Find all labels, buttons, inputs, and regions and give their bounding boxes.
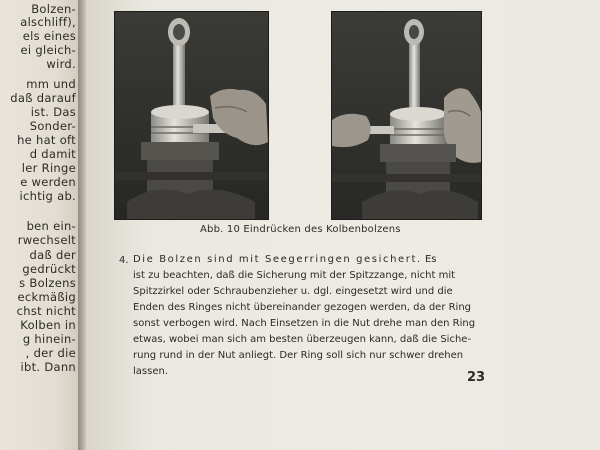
left-text-line: ei gleich- <box>20 43 76 57</box>
paragraph-number: 4. <box>119 255 129 266</box>
paragraph-heading: Die Bolzen sind mit Seegerringen gesichert. <box>133 254 422 265</box>
left-text-line: Sonder- <box>29 119 76 133</box>
left-text-line: eckmäßig <box>17 290 76 304</box>
left-text-line: he hat oft <box>17 133 76 147</box>
paragraph-line: sonst verbogen wird. Nach Einsetzen in die Nut drehe man den Ring <box>133 318 476 329</box>
left-text-line: , der die <box>25 346 76 360</box>
left-text-line: daß der <box>29 248 76 262</box>
left-text-line: daß darauf <box>10 91 76 105</box>
left-text-line: d damit <box>29 147 76 161</box>
left-text-line: Kolben in <box>20 318 76 332</box>
photo-piston-inserting <box>331 11 482 220</box>
paragraph-line: etwas, wobei man sich am besten überzeugen kann, daß die Siche- <box>133 334 472 345</box>
left-text-line: ibt. Dann <box>20 360 76 374</box>
left-text-line: e werden <box>20 175 76 189</box>
left-text-line: ichtig ab. <box>19 189 76 203</box>
left-text-line: s Bolzens <box>19 276 76 290</box>
left-text-line: g hinein- <box>22 332 76 346</box>
photo-piston-pressing <box>114 11 269 220</box>
left-text-line: chst nicht <box>16 304 76 318</box>
paragraph-line: rung rund in der Nut anliegt. Der Ring soll sich nur schwer drehen <box>133 350 464 361</box>
right-page <box>86 0 600 450</box>
page-number: 23 <box>467 370 486 385</box>
paragraph-line: Spitzzirkel oder Schraubenzieher u. dgl. eingesetzt wird und die <box>133 286 453 297</box>
left-text-line: ist. Das <box>30 105 76 119</box>
left-text-line: alschliff), <box>20 15 76 29</box>
left-text-line: rwechselt <box>17 233 76 247</box>
left-text-line: wird. <box>46 57 76 71</box>
left-text-line: gedrückt <box>22 262 76 276</box>
paragraph-line: Enden des Ringes nicht übereinander gezogen werden, da der Ring <box>133 302 472 313</box>
paragraph-line: lassen. <box>133 366 168 377</box>
left-text-line: Bolzen- <box>31 2 76 16</box>
figure-caption: Abb. 10 Eindrücken des Kolbenbolzens <box>200 224 401 235</box>
paragraph-line: ist zu beachten, daß die Sicherung mit der Spitzzange, nicht mit <box>133 270 456 281</box>
left-page <box>0 0 82 450</box>
paragraph-line: Es <box>424 254 437 265</box>
left-text-line: ler Ringe <box>21 161 76 175</box>
left-text-line: ben ein- <box>26 219 76 233</box>
left-text-line: els eines <box>22 29 76 43</box>
left-text-line: mm und <box>26 77 76 91</box>
